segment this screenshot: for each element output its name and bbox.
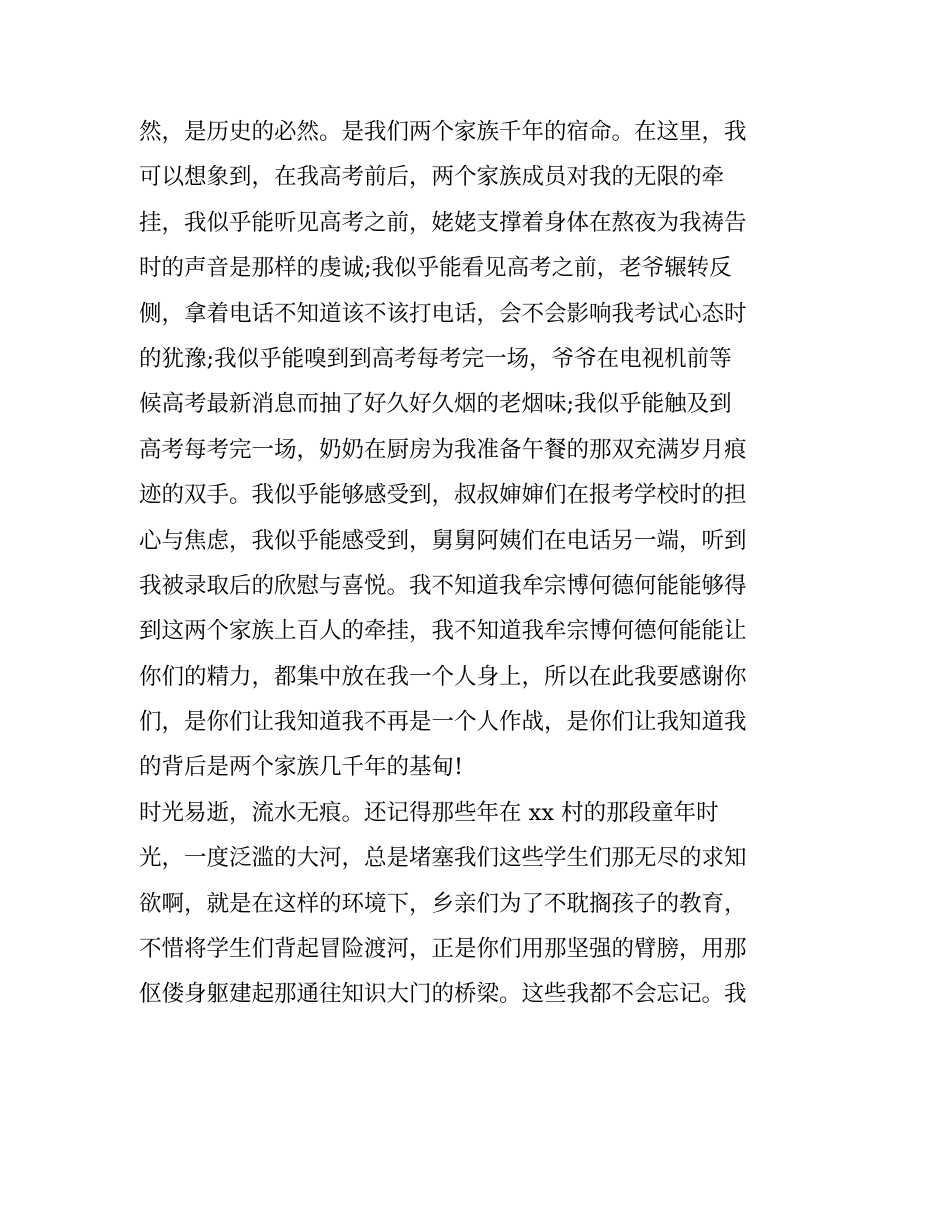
paragraph-1 [139,110,829,791]
text-line: 光，一度泛滥的大河，总是堵塞我们这些学生们那无尽的求知 [139,845,747,872]
text-line: 的背后是两个家族几千年的基甸! [139,754,464,781]
text-line: 高考每考完一场，奶奶在厨房为我准备午餐的那双充满岁月痕 [139,436,747,463]
paragraph-2 [139,791,829,1018]
body-text [139,110,829,1018]
text-line: 的犹豫;我似乎能嗅到到高考每考完一场，爷爷在电视机前等 [139,345,732,372]
text-line: 到这两个家族上百人的牵挂，我不知道我牟宗博何德何能能让 [139,618,747,645]
text-line: 可以想象到，在我高考前后，两个家族成员对我的无限的牵 [139,164,725,191]
text-line: 伛偻身躯建起那通往知识大门的桥梁。这些我都不会忘记。我 [139,981,747,1008]
text-line: 候高考最新消息而抽了好久好久烟的老烟味;我似乎能触及到 [139,391,732,418]
text-line: 们，是你们让我知道我不再是一个人作战，是你们让我知道我 [139,709,747,736]
text-line: 挂，我似乎能听见高考之前，姥姥支撑着身体在熬夜为我祷告 [139,209,747,236]
text-line: 时的声音是那样的虔诚;我似乎能看见高考之前，老爷辗转反 [139,255,732,282]
text-line: 欲啊，就是在这样的环境下，乡亲们为了不耽搁孩子的教育， [139,890,747,917]
text-line: 你们的精力，都集中放在我一个人身上，所以在此我要感谢你 [139,663,747,690]
text-line: 不惜将学生们背起冒险渡河，正是你们用那坚强的臂膀，用那 [139,936,747,963]
text-line: 侧，拿着电话不知道该不该打电话，会不会影响我考试心态时 [139,300,747,327]
text-line: 心与焦虑，我似乎能感受到，舅舅阿姨们在电话另一端，听到 [139,527,747,554]
text-line: 然，是历史的必然。是我们两个家族千年的宿命。在这里，我 [139,119,747,145]
text-line: 我被录取后的欣慰与喜悦。我不知道我牟宗博何德何能能够得 [139,572,747,599]
text-line: 时光易逝，流水无痕。还记得那些年在 xx 村的那段童年时 [139,799,719,826]
text-line: 迹的双手。我似乎能够感受到，叔叔婶婶们在报考学校时的担 [139,482,747,509]
